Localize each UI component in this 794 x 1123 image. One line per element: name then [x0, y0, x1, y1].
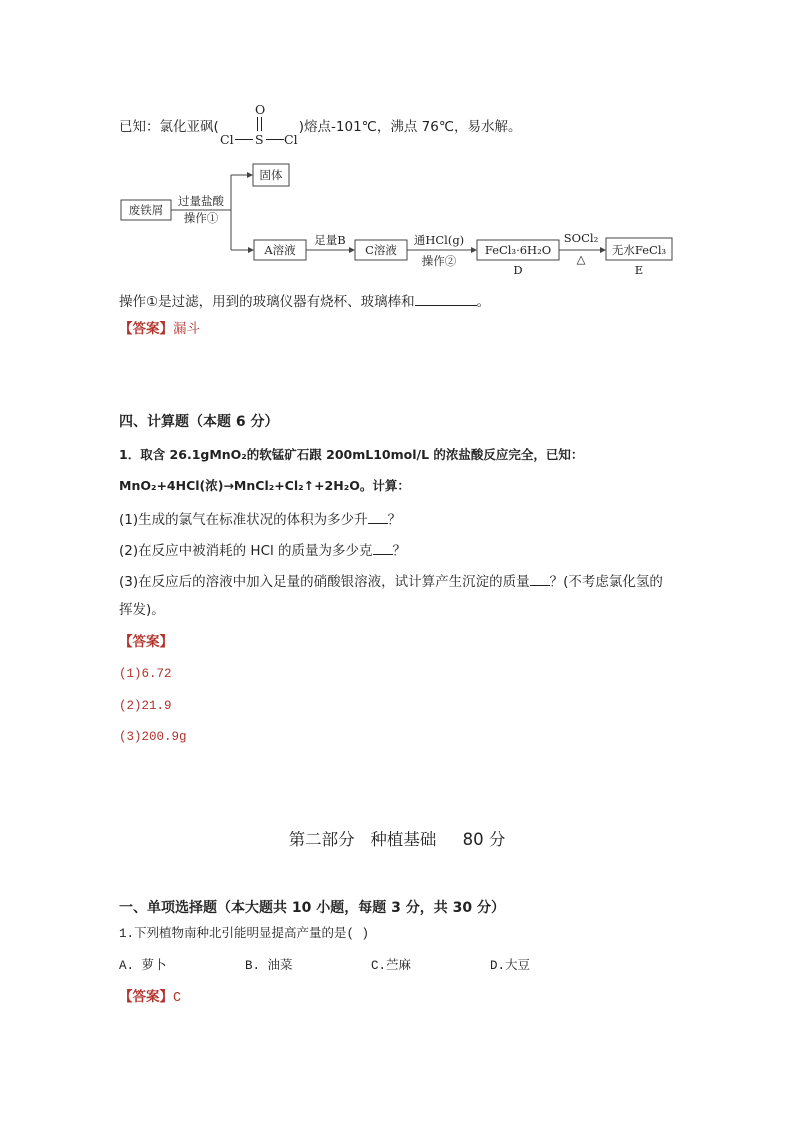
flow-a: A溶液 — [264, 243, 296, 257]
section4-ans2: (2)21.9 — [119, 699, 172, 713]
sub2-end: ？ — [392, 543, 407, 559]
section4-answer-tag: 【答案】 — [119, 634, 173, 650]
section4-sub3-cont: 挥发)。 — [119, 602, 165, 618]
struct-bond-left — [235, 139, 253, 140]
filter-answer — [119, 323, 200, 337]
socl2-structure — [218, 102, 298, 148]
sub3-end: ？(不考虑氯化氢的 — [549, 574, 663, 590]
flow-c: C溶液 — [365, 243, 397, 257]
part2-q1: 1.下列植物南种北引能明显提高产量的是( ) — [119, 927, 370, 941]
flow-reagent4-bottom: △ — [576, 252, 586, 266]
process-flowchart — [119, 162, 679, 280]
section4-q1-line2: MnO₂+4HCl(浓)→MnCl₂+Cl₂↑+2H₂O。计算： — [119, 478, 410, 493]
part2-answer-tag: 【答案】 — [119, 989, 173, 1005]
section4-ans3: (3)200.9g — [119, 730, 187, 744]
sub1-end: ？ — [387, 512, 402, 528]
filter-question-end: 。 — [476, 294, 491, 310]
flow-d-label: D — [513, 263, 523, 277]
flow-reagent1-top: 过量盐酸 — [178, 194, 224, 208]
flow-reagent4-top: SOCl₂ — [563, 231, 599, 245]
part2-title: 第二部分 种植基础 80 分 — [288, 830, 506, 849]
flow-reagent3-bottom: 操作② — [421, 254, 457, 268]
known-line — [119, 121, 521, 135]
flow-reagent2: 足量B — [314, 233, 346, 247]
struct-bond-right — [266, 139, 284, 140]
sub2-text: (2)在反应中被消耗的 HCl 的质量为多少克 — [119, 543, 373, 559]
section4-heading: 四、计算题（本题 6 分） — [119, 414, 279, 430]
flow-reagent3-top: 通HCl(g) — [413, 233, 465, 247]
option-b: B. 油菜 — [245, 959, 293, 973]
section4-sub2 — [119, 542, 406, 559]
sub3-blank — [530, 573, 550, 586]
filter-question-text: 操作①是过滤，用到的玻璃仪器有烧杯、玻璃棒和 — [119, 294, 415, 310]
filter-question — [119, 293, 490, 310]
part2-answer — [119, 991, 181, 1006]
answer-blank — [415, 293, 477, 306]
sub1-text: (1)生成的氯气在标准状况的体积为多少升 — [119, 512, 368, 528]
filter-answer-text: 漏斗 — [173, 321, 200, 337]
known-prefix: 已知：氯化亚砜( — [119, 119, 219, 135]
flow-e: 无水FeCl₃ — [611, 243, 667, 257]
struct-double-bond-right — [261, 117, 263, 131]
option-c: C.苎麻 — [371, 959, 412, 973]
struct-cl-right: Cl — [284, 132, 298, 147]
flow-e-label: E — [634, 263, 644, 277]
section4-sub3 — [119, 573, 663, 590]
section4-ans1: (1)6.72 — [119, 667, 172, 681]
flow-start: 废铁屑 — [128, 203, 164, 217]
struct-s: S — [255, 132, 264, 147]
known-suffix: )熔点-101℃，沸点 76℃，易水解。 — [298, 119, 522, 135]
flow-reagent1-bottom: 操作① — [183, 211, 219, 225]
option-d: D.大豆 — [490, 959, 531, 973]
struct-o: O — [255, 102, 266, 117]
part2-answer-text: C — [173, 991, 182, 1006]
struct-double-bond-left — [257, 117, 259, 131]
flow-d: FeCl₃·6H₂O — [484, 243, 552, 257]
section4-sub1 — [119, 511, 401, 528]
option-a: A. 萝卜 — [119, 959, 167, 973]
part2-heading: 一、单项选择题（本大题共 10 小题，每题 3 分，共 30 分） — [119, 900, 505, 916]
answer-tag: 【答案】 — [119, 321, 173, 337]
sub3-text: (3)在反应后的溶液中加入足量的硝酸银溶液，试计算产生沉淀的质量 — [119, 574, 530, 590]
sub2-blank — [373, 542, 393, 555]
section4-q1-line1: 1．取含 26.1gMnO₂的软锰矿石跟 200mL10mol/L 的浓盐酸反应完全，已知： — [119, 447, 584, 462]
struct-cl-left: Cl — [220, 132, 234, 147]
flow-solid: 固体 — [259, 168, 283, 182]
sub1-blank — [368, 511, 388, 524]
